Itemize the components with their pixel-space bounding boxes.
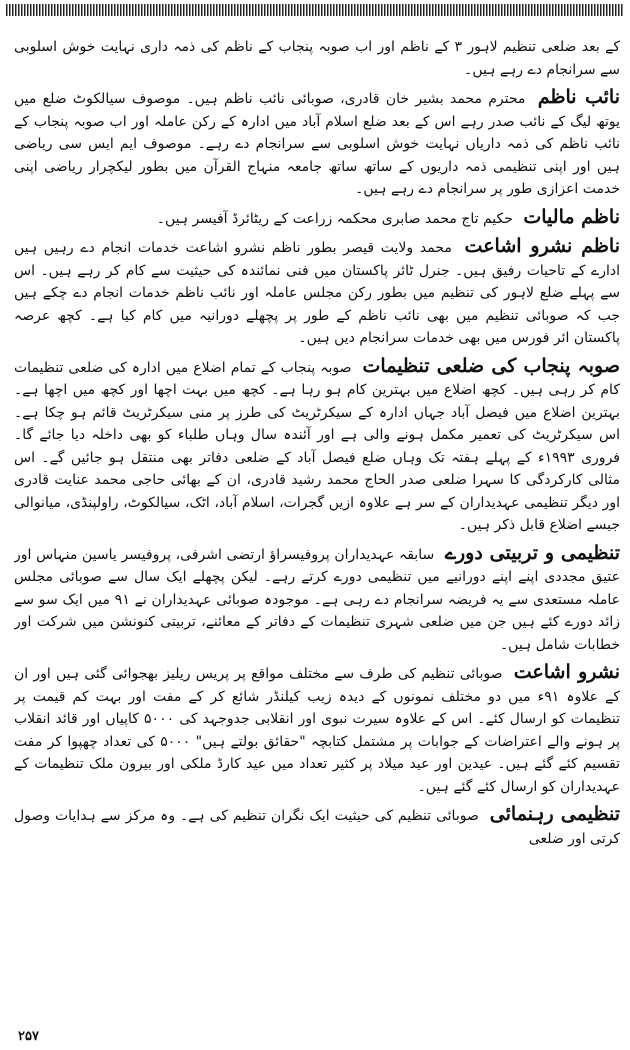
paragraph-intro (14, 36, 620, 81)
paragraph-text: کے بعد ضلعی تنظیم لاہور ۳ کے ناظم اور اب صوبہ پنجاب کے ناظم کی ذمہ داری نہایت خوش اسلوبی سے سرانجام دے رہے ہیں۔ (14, 39, 620, 78)
top-border-rule (6, 4, 624, 16)
section-heading: ناظم نشرو اشاعت (464, 235, 620, 257)
paragraph-district-organizations (14, 355, 620, 537)
section-heading: ناظم مالیات (523, 205, 620, 228)
paragraph-text: سابقہ عہدیداران پروفیسراؤ ارتضی اشرفی، پروفیسر یاسین منہاس اور عتیق مجددی اپنے اپنے دورانیے میں تنظیمی دورے کرتے رہے۔ لیکن پچھلے ایک سال سے صوبائی مجلس عاملہ مستعدی سے یہ فریضہ سرانجام دے رہی ہے۔ موجودہ صوبائی عہدیداران نے ۹۱ میں ایک سو سے زائد دورے کئے ہیں جن میں ضلعی شہری تنظیمات کے دفاتر کے معائنے، تربیتی کنونشن میں شرکت اور خطابات شامل ہیں۔ (14, 546, 620, 653)
section-heading: تنظیمی رہنمائی (489, 803, 620, 825)
paragraph-text: محترم محمد بشیر خان قادری، صوبائی نائب ناظم ہیں۔ موصوف سیالکوٹ ضلع میں یوتھ لیگ کے نائب صدر رہے اس کے بعد ضلع اسلام آباد میں ادارہ کے رکن عاملہ اور اب صوبہ پنجاب کے نائب ناظم کی ذمہ داریاں نہایت خوش اسلوبی سے سرانجام دے رہے۔ موصوف ایم ایس سی ریاضی ہیں اور اپنی تنظیمی ذمہ داریوں کے ساتھ ساتھ جامعہ منہاج القرآن میں بطور لیکچرار ریاضی اپنی خدمت اعزازی طور پر سرانجام دے رہے ہیں۔ (14, 91, 620, 197)
paragraph-publication-nazim (14, 235, 620, 350)
paragraph-deputy-nazim (14, 86, 620, 201)
paragraph-text: صوبائی تنظیم کی طرف سے مختلف مواقع پر پریس ریلیز بھجوائی گئی ہیں اور ان کے علاوہ ۹۱ء میں دو مختلف نمونوں کے دیدہ زیب کیلنڈر شائع کر کے مفت اور بہت کم قیمت پر تنظیمات کو ارسال کئے۔ اس کے علاوہ سیرت نبوی اور انقلابی جدوجہد کی ۵۰۰۰ کاپیاں اور قائد انقلاب پر ہونے والے اعتراضات کے جوابات پر مشتمل کتابچہ "حقائق بولتے ہیں" ۵۰۰۰ کی تعداد چھپوا کر مفت تقسیم کئے گئے ہیں۔ عیدین اور عید میلاد پر کثیر تعداد میں عید کارڈ ملکی اور بیرون ملک تنظیمات کے عہدیداران کو ارسال کئے گئے ہیں۔ (14, 666, 620, 795)
page-number: ۲۵۷ (18, 1029, 39, 1044)
paragraph-text: صوبائی تنظیم کی حیثیت ایک نگران تنظیم کی ہے۔ وہ مرکز سے ہدایات وصول کرتی اور ضلعی (14, 808, 620, 847)
paragraph-finance-nazim (14, 206, 620, 231)
paragraph-text: صوبہ پنجاب کے تمام اضلاع میں ادارہ کی ضلعی تنظیمات کام کر رہی ہیں۔ کچھ اضلاع میں بہترین کام ہو رہا ہے۔ کچھ میں بہت اچھا اور کچھ میں اچھا ہے۔ بہترین اضلاع میں فیصل آباد جہاں ادارہ کے سیکرٹریٹ کی طرز پر منی سیکرٹریٹ قائم ہو چکا ہے۔ اس سیکرٹریٹ کی تعمیر مکمل ہونے والی ہے اور آئندہ سال وہاں طلباء کو بھی داخلہ دیا جائے گا۔ فروری ۱۹۹۳ء کے پہلے ہفتہ تک وہاں ضلع فیصل آباد کے ضلعی دفاتر بھی منتقل ہو جائیں گے۔ اس مثالی کارکردگی کا سہرا ضلعی صدر الحاج محمد رشید قادری، ان کے بھائی حاجی محمد عنایت قادری اور دیگر تنظیمی عہدیداران کے سر ہے علاوہ ازیں گجرات، اسلام آباد، اٹک، سیالکوٹ، راولپنڈی، میانوالی جیسے اضلاع قابل ذکر ہیں۔ (14, 359, 620, 533)
paragraph-guidance (14, 803, 620, 850)
section-heading: تنظیمی و تربیتی دورے (444, 541, 620, 564)
section-heading: نشرو اشاعت (513, 661, 620, 683)
paragraph-training-tours (14, 542, 620, 657)
page-body (14, 36, 620, 1014)
section-heading: صوبہ پنجاب کی ضلعی تنظیمات (362, 354, 620, 377)
section-heading: نائب ناظم (537, 86, 620, 108)
paragraph-text: حکیم تاج محمد صابری محکمہ زراعت کے ریٹائرڈ آفیسر ہیں۔ (156, 210, 513, 227)
paragraph-publication (14, 661, 620, 798)
paragraph-text: محمد ولایت قیصر بطور ناظم نشرو اشاعت خدمات انجام دے رہیں ہیں ادارے کے تاحیات رفیق ہیں۔ جنرل ٹائر پاکستان میں فنی نمائندہ کی حیثیت سے کام کر رہے ہیں۔ اس سے پہلے ضلع لاہور کی تنظیم میں بطور رکن مجلس عاملہ اور نائب ناظم خدمات انجام دے چکے ہیں جب کہ صوبائی تنظیم میں بھی نائب ناظم کے طور پر پچھلے دورانیہ میں کام کیا ہے۔ کچھ عرصہ پاکستان ائر فورس میں بھی خدمات سرانجام دیں ہیں۔ (14, 240, 620, 346)
